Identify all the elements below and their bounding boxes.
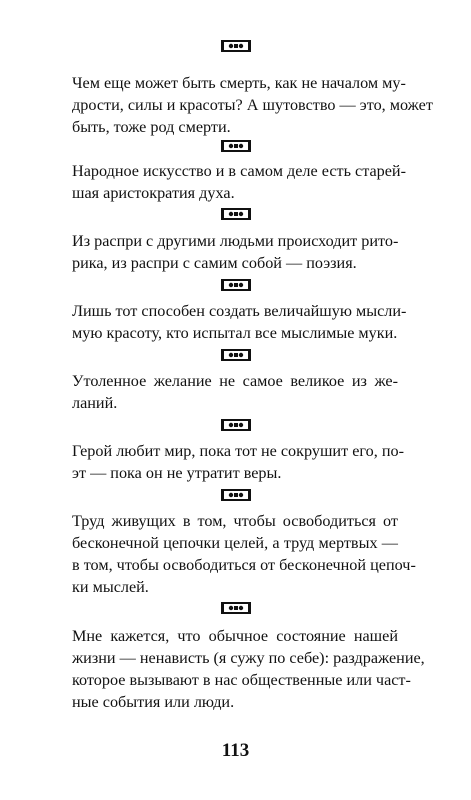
- aphorism-line: ки мыслей.: [72, 578, 149, 596]
- aphorism-line: бесконечной цепочки целей, а труд мертвых —: [72, 534, 398, 552]
- aphorism-line: дрости, силы и красоты? А шутовство — это, может: [72, 96, 433, 114]
- aphorism-4: [72, 300, 407, 344]
- aphorism-6: [72, 440, 404, 484]
- aphorism-line: Труд живущих в том, чтобы освободиться от: [72, 512, 398, 530]
- aphorism-line: эт — пока он не утратит веры.: [72, 464, 282, 482]
- fleuron-ornament-icon: [220, 417, 252, 433]
- aphorism-line: Из распри с другими людьми происходит рито-: [72, 232, 399, 250]
- aphorism-line: Лишь тот способен создать величайшую мысли-: [72, 302, 407, 320]
- aphorism-line: Народное искусство и в самом деле есть старей-: [72, 162, 406, 180]
- fleuron-ornament-icon: [220, 277, 252, 293]
- aphorism-line: в том, чтобы освободиться от бесконечной цепоч-: [72, 556, 416, 574]
- fleuron-ornament-icon: [220, 600, 252, 616]
- aphorism-5: [72, 370, 398, 414]
- aphorism-line: Мне кажется, что обычное состояние нашей: [72, 627, 398, 645]
- aphorism-7: [72, 510, 416, 598]
- aphorism-line: рика, из распри с самим собой — поэзия.: [72, 254, 357, 272]
- aphorism-line: шая аристократия духа.: [72, 184, 235, 202]
- aphorism-line: ные события или люди.: [72, 693, 235, 711]
- aphorism-8: [72, 625, 425, 713]
- aphorism-3: [72, 230, 398, 274]
- aphorism-line: быть, тоже род смерти.: [72, 118, 231, 136]
- aphorism-line: Чем еще может быть смерть, как не началом му-: [72, 74, 406, 92]
- fleuron-ornament-icon: [220, 206, 252, 222]
- aphorism-line: Герой любит мир, пока тот не сокрушит его, по-: [72, 442, 404, 460]
- fleuron-ornament-icon: [220, 38, 252, 54]
- fleuron-ornament-icon: [220, 487, 252, 503]
- aphorism-line: мую красоту, кто испытал все мыслимые муки.: [72, 324, 398, 342]
- aphorism-line: которое вызывают в нас общественные или част-: [72, 671, 411, 689]
- aphorism-1: [72, 72, 433, 138]
- aphorism-line: Утоленное желание не самое великое из же-: [72, 372, 398, 390]
- aphorism-2: [72, 160, 406, 204]
- aphorism-line: жизни — ненависть (я сужу по себе): раздражение,: [72, 649, 425, 667]
- page-number: 113: [221, 740, 250, 761]
- fleuron-ornament-icon: [220, 138, 252, 154]
- aphorism-line: ланий.: [72, 394, 118, 412]
- fleuron-ornament-icon: [220, 347, 252, 363]
